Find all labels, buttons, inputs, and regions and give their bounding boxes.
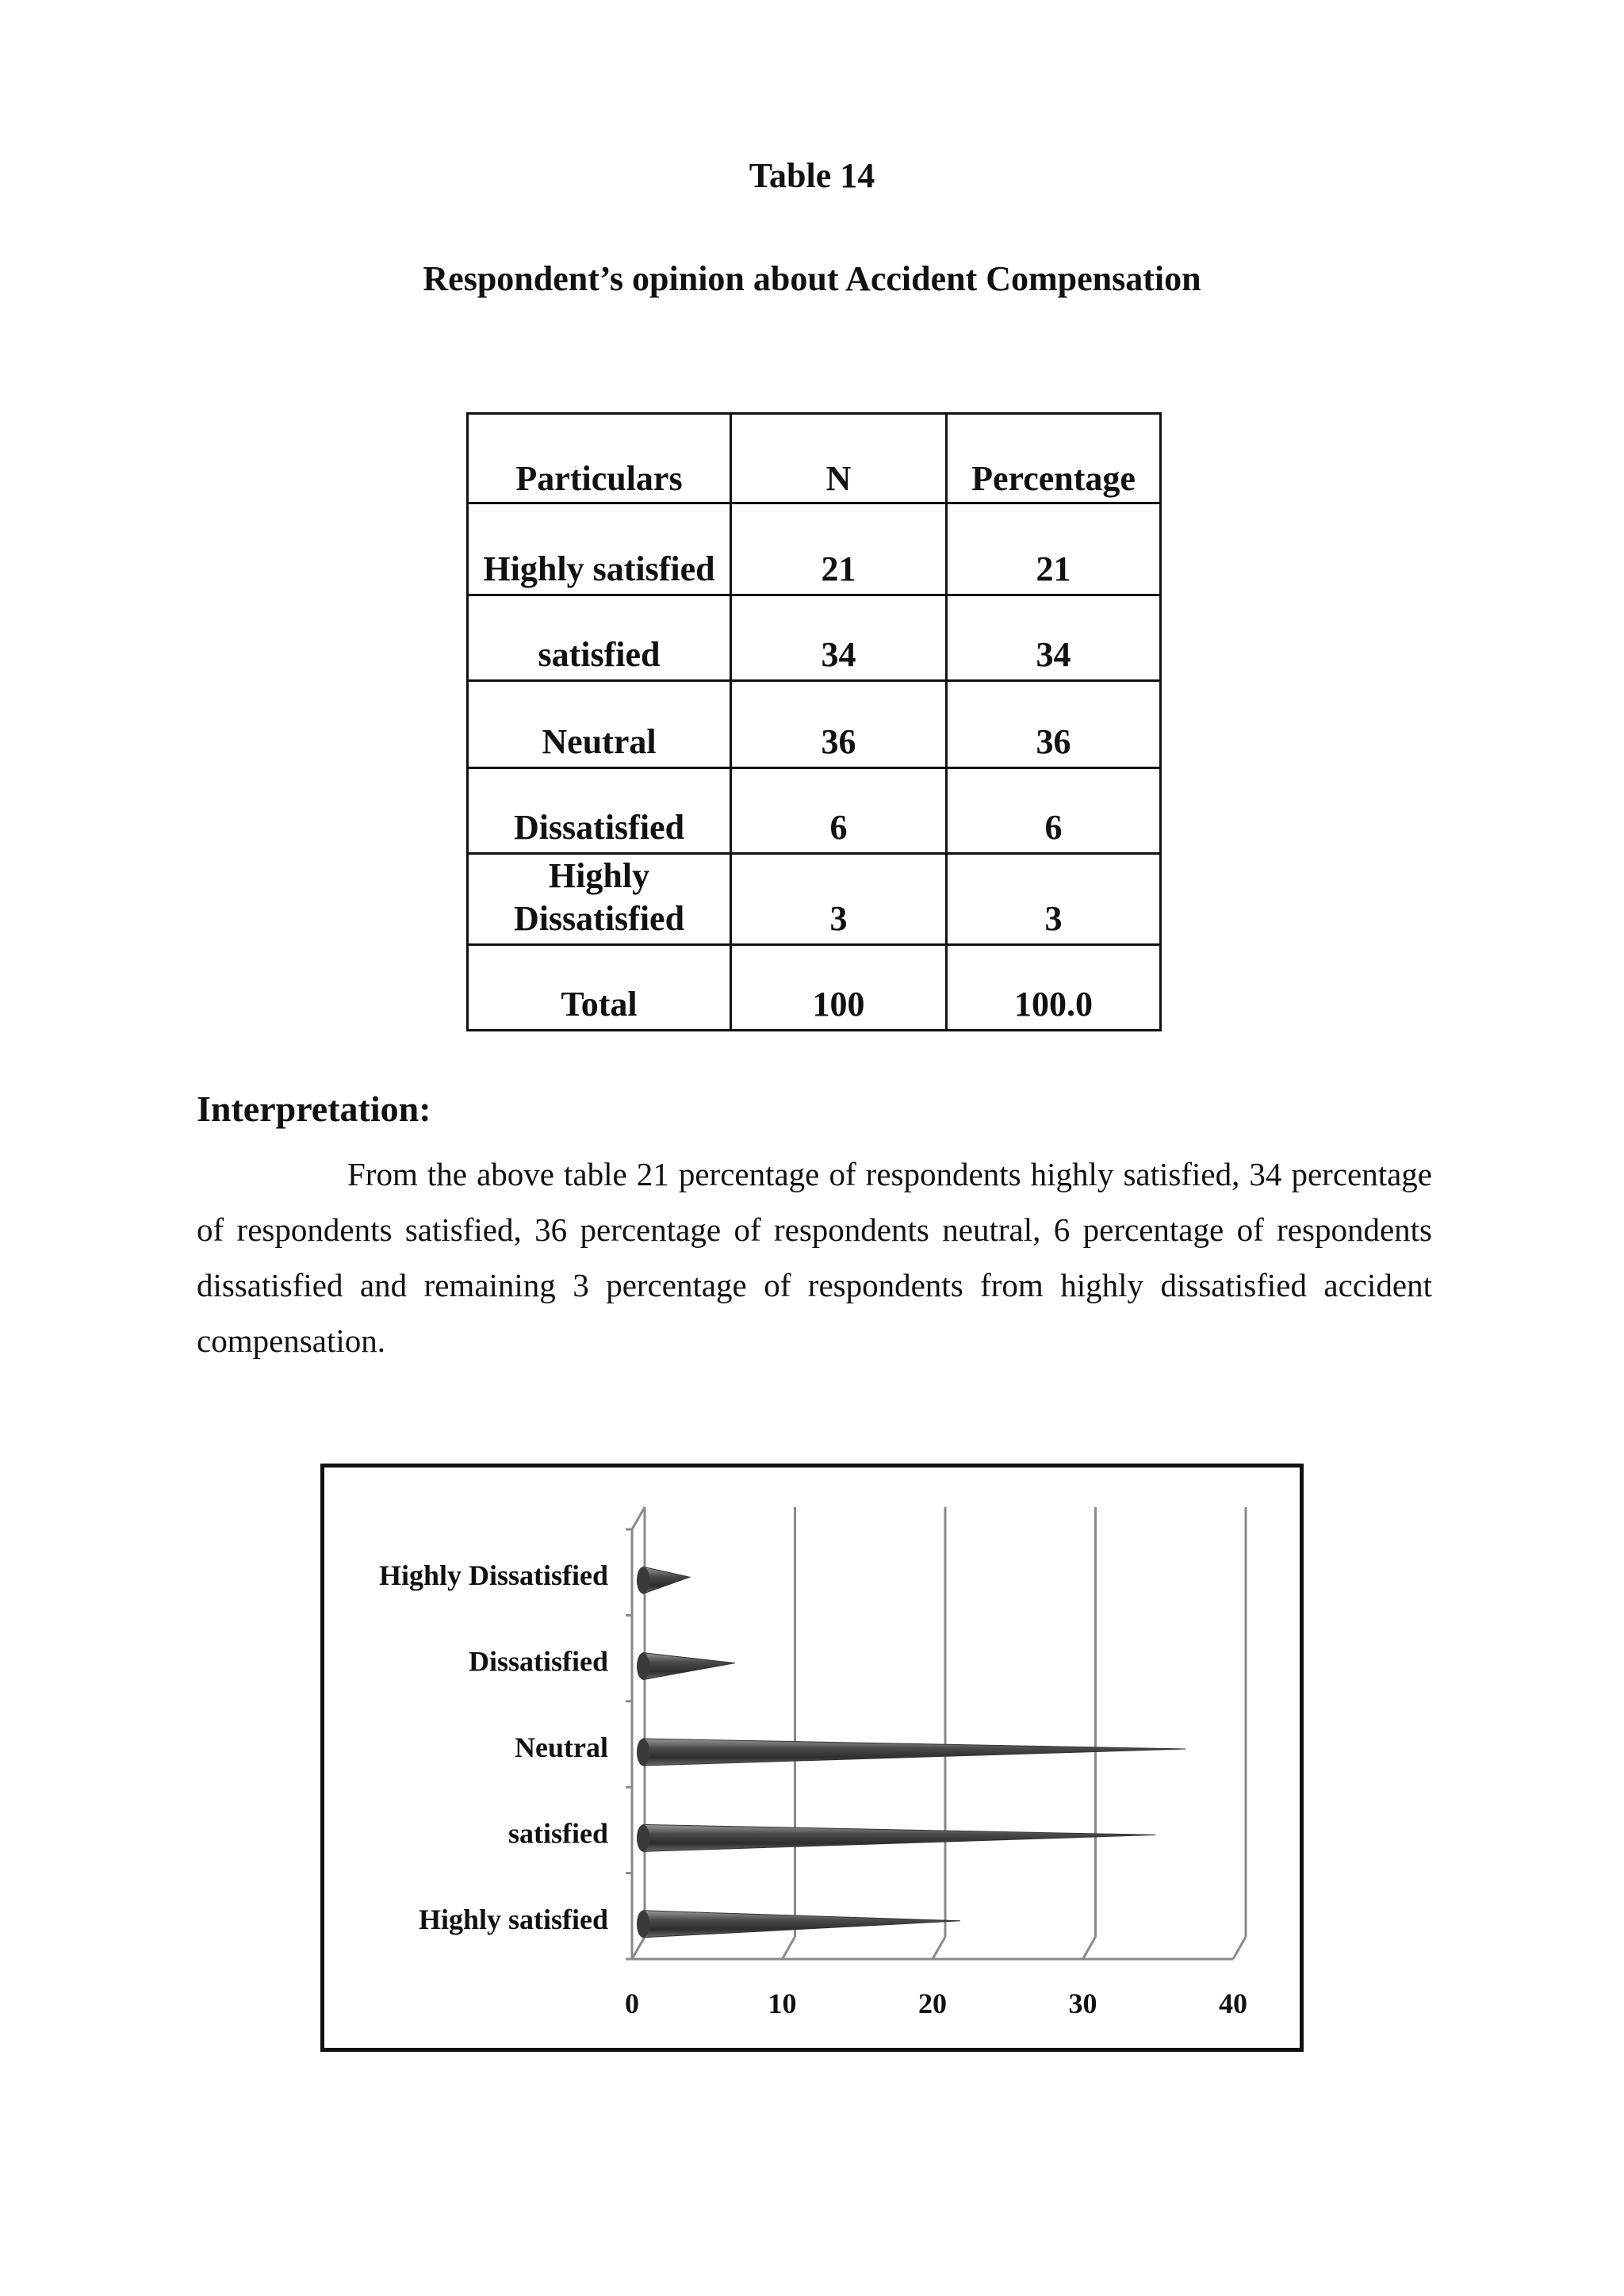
row-particular: satisfied (468, 595, 731, 681)
bar-cone-base (637, 1567, 649, 1594)
gridline-floor (783, 1937, 795, 1959)
x-tick-label: 40 (1219, 1988, 1247, 2019)
bar-cone-base (637, 1824, 649, 1851)
table-row (468, 595, 1161, 681)
gridline-floor (1083, 1937, 1096, 1959)
bar-cone (643, 1653, 735, 1680)
row-percentage: 21 (947, 503, 1161, 595)
row-n: 36 (731, 681, 947, 768)
header-particulars: Particulars (468, 414, 731, 503)
interpretation-heading: Interpretation: (197, 1089, 431, 1129)
row-percentage: 34 (947, 595, 1161, 681)
row-n: 100 (731, 945, 947, 1031)
header-percentage: Percentage (947, 414, 1161, 503)
data-table (466, 412, 1162, 1031)
table-title: Respondent’s opinion about Accident Compensation (423, 259, 1201, 298)
row-percentage: 36 (947, 681, 1161, 768)
cone-bar-chart (320, 1464, 1304, 2052)
gridline-floor (1233, 1937, 1246, 1959)
bar-cone (643, 1567, 690, 1594)
row-percentage: 100.0 (947, 945, 1161, 1031)
x-tick-label: 10 (768, 1988, 797, 2019)
table-row (468, 768, 1161, 854)
category-label: Dissatisfied (468, 1645, 608, 1678)
table-row (468, 854, 1161, 945)
row-n: 34 (731, 595, 947, 681)
row-particular: Highly Dissatisfied (468, 854, 731, 945)
gridline-floor (632, 1937, 645, 1959)
row-particular: Total (468, 945, 731, 1031)
table-row (468, 503, 1161, 595)
y-axis-top-edge (632, 1507, 645, 1529)
row-n: 3 (731, 854, 947, 945)
row-n: 21 (731, 503, 947, 595)
table-row (468, 681, 1161, 768)
category-label: Highly Dissatisfied (378, 1559, 608, 1592)
table-number: Table 14 (749, 156, 875, 195)
bar-cone-base (637, 1653, 649, 1680)
bar-cone (643, 1911, 960, 1938)
table-header-row (468, 414, 1161, 503)
row-n: 6 (731, 768, 947, 854)
interpretation-text: From the above table 21 percentage of respondents highly satisfied, 34 percentage of respondents satisfied, 36 percentage of respondents neutral, 6 percentage of respondents dissatisfied and remaining 3 percentage of respondents from highly dissatisfied accident compensation. (197, 1156, 1432, 1359)
chart-svg (324, 1468, 1300, 2048)
category-label: Neutral (515, 1732, 608, 1763)
header-n: N (731, 414, 947, 503)
x-tick-label: 20 (918, 1988, 947, 2019)
row-percentage: 3 (947, 854, 1161, 945)
table-row-total (468, 945, 1161, 1031)
x-tick-label: 0 (625, 1988, 639, 2019)
x-tick-label: 30 (1068, 1988, 1097, 2019)
bar-cone (643, 1824, 1155, 1851)
category-label: satisfied (508, 1817, 608, 1850)
gridline-floor (933, 1937, 945, 1959)
row-particular: Highly satisfied (468, 503, 731, 595)
row-percentage: 6 (947, 768, 1161, 854)
row-particular: Dissatisfied (468, 768, 731, 854)
bar-cone-base (637, 1739, 649, 1766)
bar-cone-base (637, 1911, 649, 1938)
category-label: Highly satisfied (418, 1903, 608, 1935)
row-particular: Neutral (468, 681, 731, 768)
bar-cone (643, 1739, 1185, 1766)
